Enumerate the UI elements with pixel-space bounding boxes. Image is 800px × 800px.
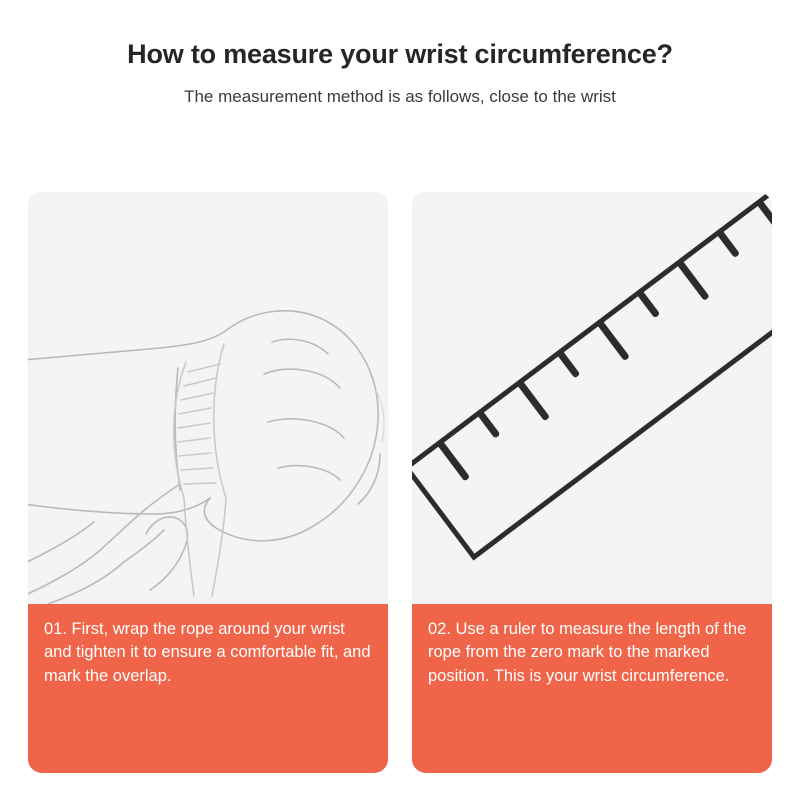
header [0,0,800,108]
hand-wrapping-rope-around-wrist-icon [28,192,388,604]
wrist-illustration [28,192,388,604]
page-subtitle: The measurement method is as follows, close to the wrist [184,87,616,107]
step-caption-1: 01. First, wrap the rope around your wrist and tighten it to ensure a comfortable fit, and mark the overlap. [28,604,388,773]
step-card-2 [412,192,772,773]
step-card-1 [28,192,388,773]
steps-container [28,192,772,773]
page-title: How to measure your wrist circumference? [127,39,673,69]
ruler-illustration [412,192,772,604]
ruler-measuring-length-icon [412,192,772,604]
step-caption-2: 02. Use a ruler to measure the length of the rope from the zero mark to the marked position. This is your wrist circumference. [412,604,772,773]
